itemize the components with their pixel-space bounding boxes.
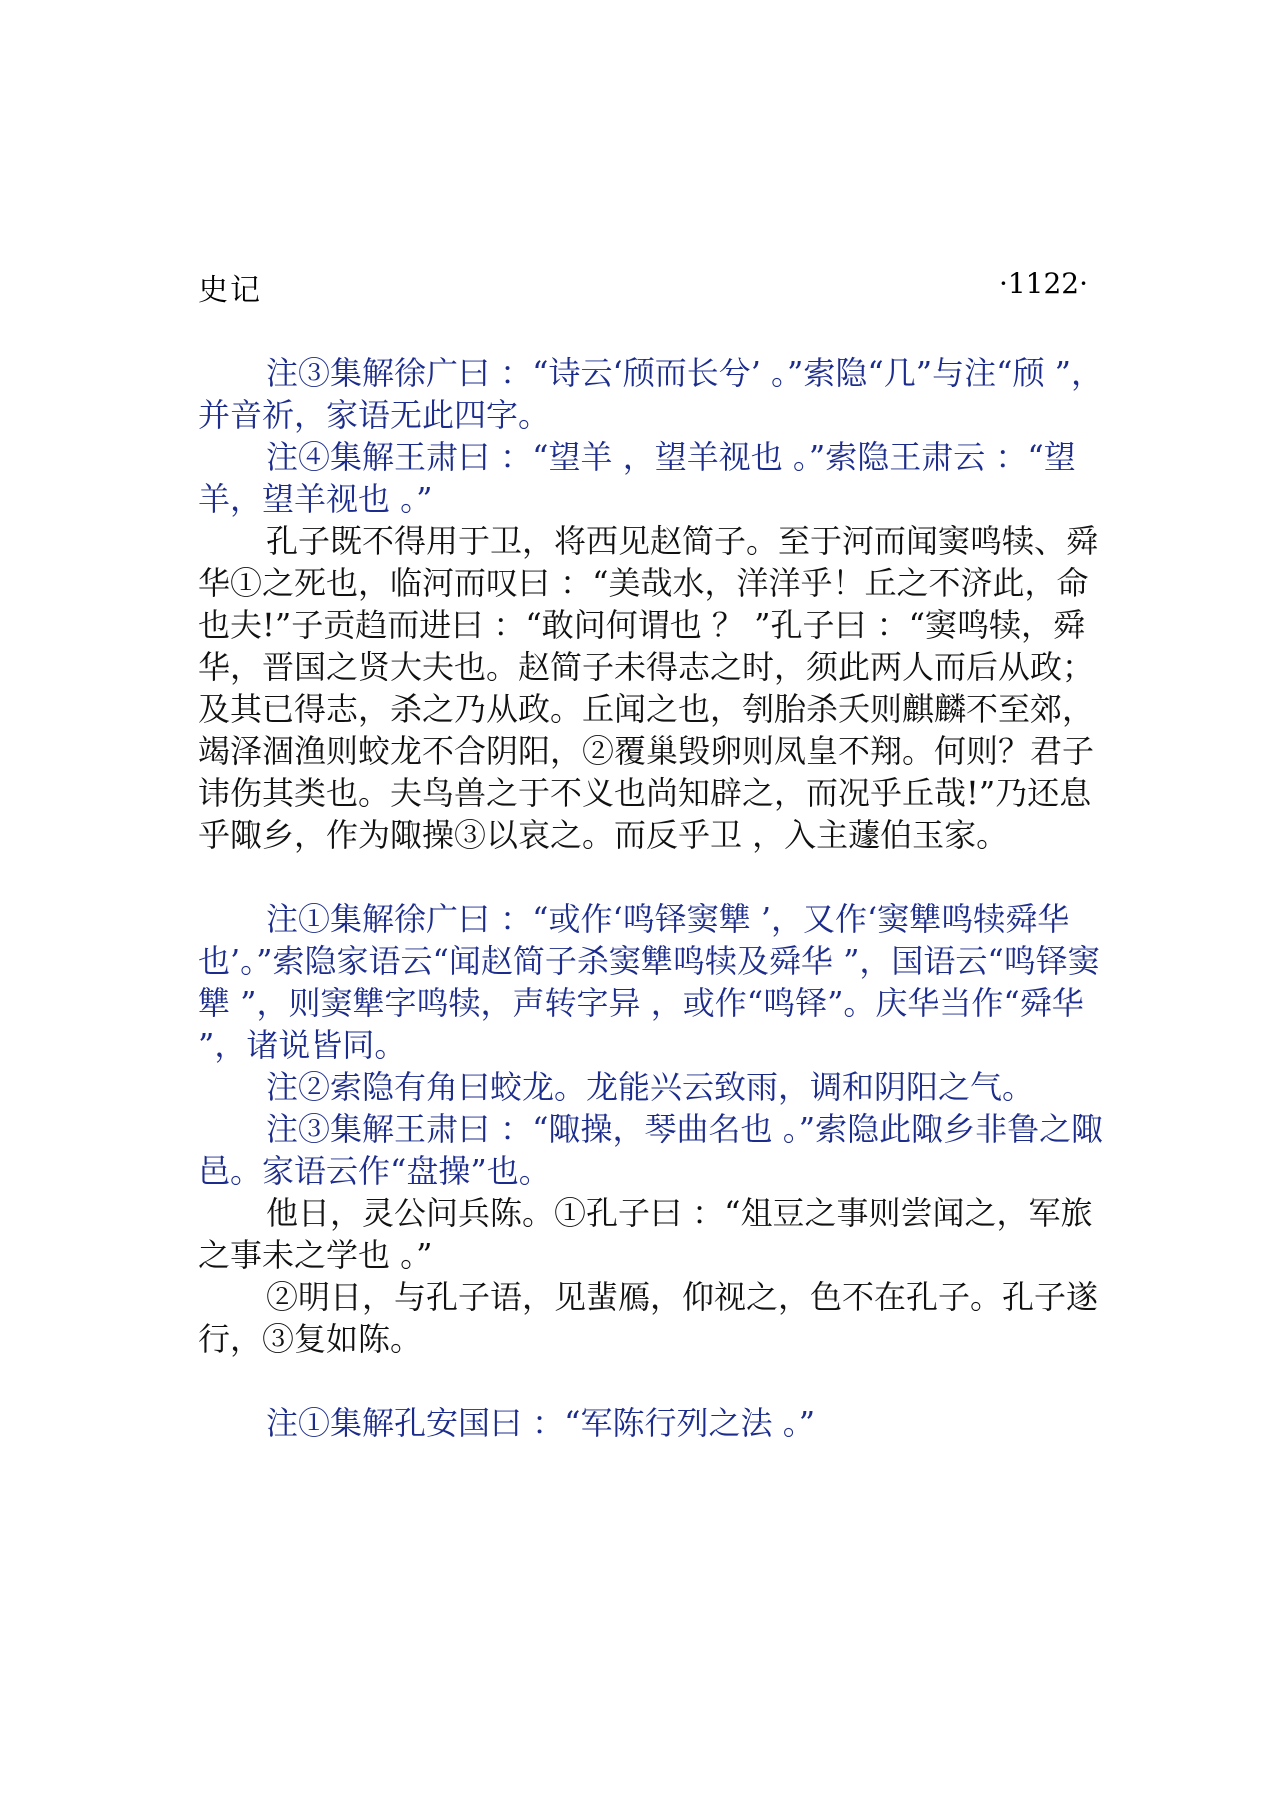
main-text-paragraph: 孔子既不得用于卫，将西见赵简子。至于河而闻窦鸣犊、舜华①之死也，临河而叹曰 ：“美哉水，洋洋乎！丘之不济此，命也夫!”子贡趋而进曰 ：“敢问何谓也 ？ ”孔子曰 ：“窦鸣犊，舜华，晋国之贤大夫也。赵简子未得志之时，须此两人而后从政；及其已得志，杀之乃从政。丘闻之也，刳胎杀夭则麒麟不至郊，竭泽涸渔则蛟龙不合阴阳，②覆巢毁卵则凤皇不翔。何则？君子讳伤其类也。夫鸟兽之于不义也尚知辟之，而况乎丘哉!”乃还息乎陬乡，作为陬操③以哀之。而反乎卫 ，入主蘧伯玉家。 [198,522,1099,854]
annotation-paragraph: 注③集解徐广曰 ：“诗云‘颀而长兮’ 。”索隐“几”与注“颀 ”，并音祈，家语无此四字。 [198,354,1104,434]
body-text [198,352,1110,1444]
annotation-paragraph: 注②索隐有角曰蛟龙。龙能兴云致雨，调和阴阳之气。 [266,1068,1035,1106]
paragraph-gap [198,1360,1110,1402]
annotation-paragraph: 注①集解徐广曰 ：“或作‘鸣铎窦犨 ’，又作‘窦犨鸣犊舜华也’。”索隐家语云“闻赵简子杀窦犨鸣犊及舜华 ”，国语云“鸣铎窦犨 ”，则窦犨字鸣犊，声转字异 ，或作“鸣铎”。庆华当作“舜华 ”，诸说皆同。 [198,900,1100,1064]
main-text-paragraph: ②明日，与孔子语，见蜚鴈，仰视之，色不在孔子。孔子遂行，③复如陈。 [198,1278,1099,1358]
book-title: 史记 [198,273,262,308]
page-number: ·1122· [998,267,1088,300]
paragraph-gap [198,856,1110,898]
main-text-paragraph: 他日，灵公问兵陈。①孔子曰 ：“俎豆之事则尝闻之，军旅之事未之学也 。” [198,1194,1093,1274]
annotation-paragraph: 注③集解王肃曰 ：“陬操，琴曲名也 。”索隐此陬乡非鲁之陬邑。家语云作“盘操”也。 [198,1110,1104,1190]
annotation-paragraph: 注①集解孔安国曰 ：“军陈行列之法 。” [266,1404,816,1442]
page-header [198,265,1088,309]
annotation-paragraph: 注④集解王肃曰 ：“望羊 ，望羊视也 。”索隐王肃云 ：“望羊，望羊视也 。” [198,438,1076,518]
